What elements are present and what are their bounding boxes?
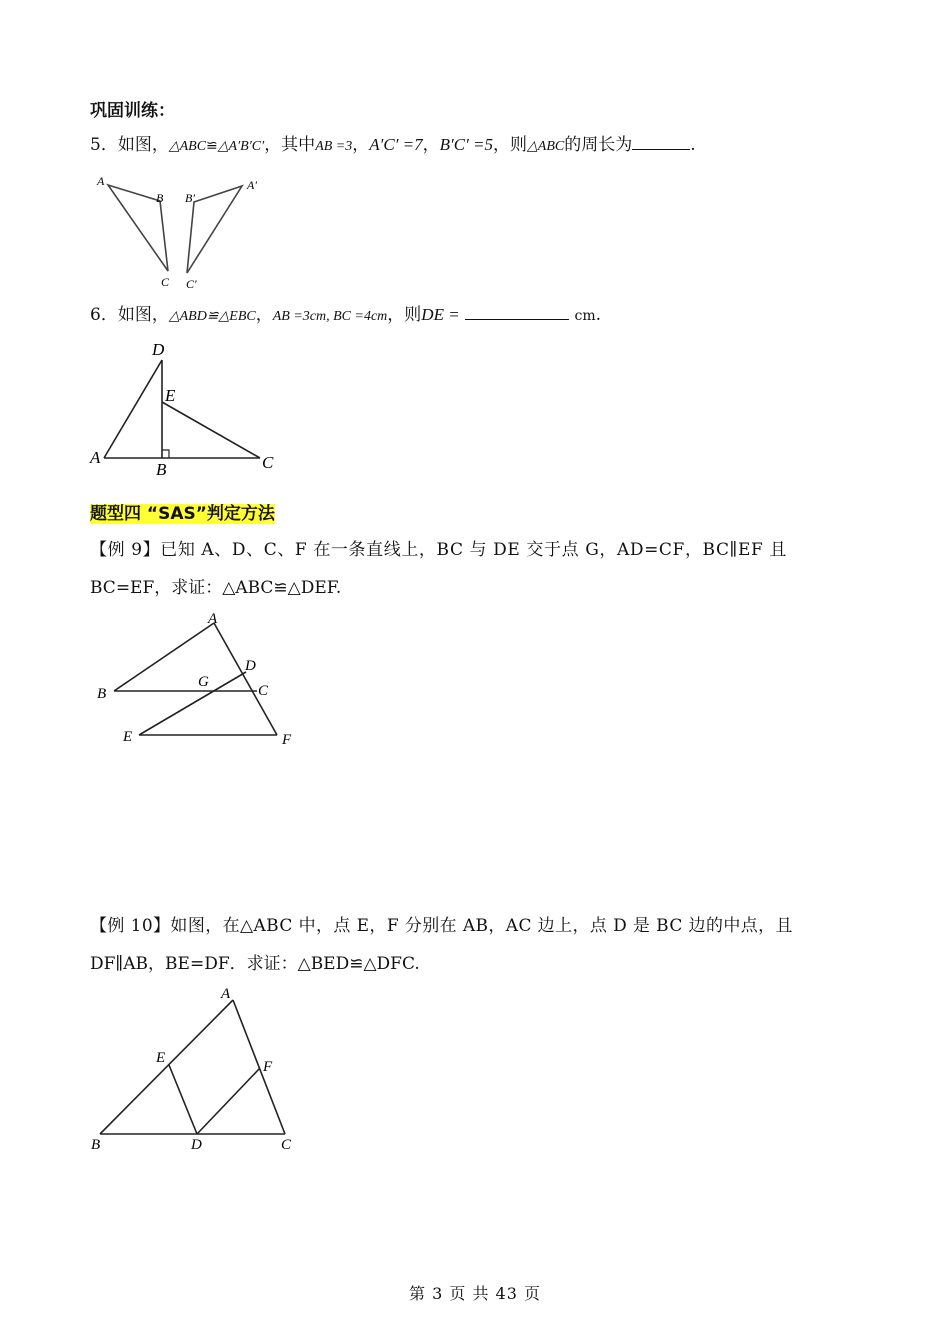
ex9-line2: BC=EF，求证：△ABC≌△DEF. xyxy=(90,578,342,598)
ex10-line1: 【例 10】如图，在△ABC 中，点 E，F 分别在 AB，AC 边上，点 D 是 BC 边的中点，且 xyxy=(90,916,793,936)
ex10-figure xyxy=(88,982,318,1157)
q5-label-c: C xyxy=(161,275,170,289)
q6-sep1: ， xyxy=(255,305,273,325)
q5-figure xyxy=(90,172,280,292)
q6-number: 6． xyxy=(90,305,118,325)
ex10-line-ab xyxy=(100,1000,233,1134)
ex9-label-d: D xyxy=(245,658,256,674)
ex9-line-ed xyxy=(139,672,246,735)
q6-answer-blank xyxy=(465,303,569,320)
q5-label-a-prime: A′ xyxy=(247,178,257,192)
question-5 xyxy=(90,133,696,159)
q5-congruent: ≌ xyxy=(206,138,218,154)
ex10-label-a: A xyxy=(221,986,231,1002)
q6-line-ad xyxy=(104,360,162,458)
q5-answer-blank xyxy=(632,133,690,150)
ex9-figure xyxy=(90,605,310,750)
ex10-label-f: F xyxy=(263,1059,273,1075)
ex9-line1: 【例 9】已知 A、D、C、F 在一条直线上，BC 与 DE 交于点 G，AD=CF，BC∥EF 且 xyxy=(90,540,788,560)
question-6 xyxy=(90,303,601,329)
q5-sep2: ， xyxy=(422,135,440,155)
ex9-label-a: A xyxy=(208,611,218,627)
q5-triangle-abc-prime xyxy=(187,186,242,273)
q6-line-ec xyxy=(162,402,260,458)
page-footer: 第 3 页 共 43 页 xyxy=(409,1284,541,1303)
ex9-label-c: C xyxy=(258,683,269,699)
ex9-label-e: E xyxy=(123,729,133,745)
q6-mid: ，则 xyxy=(387,305,422,325)
q5-label-a: A xyxy=(97,174,105,188)
q6-end: . xyxy=(595,305,602,325)
ex9-label-g: G xyxy=(198,674,209,690)
ex9-label-f: F xyxy=(282,732,292,748)
q5-tri2: △A′B′C′ xyxy=(217,139,265,154)
q5-ab: AB =3 xyxy=(315,139,353,154)
q5-sep1: ， xyxy=(352,135,370,155)
q6-tri: △ABD≌△EBC xyxy=(168,309,256,324)
q5-mid2: ，则 xyxy=(493,135,528,155)
ex9-line-af xyxy=(214,623,277,735)
q6-prefix: 如图， xyxy=(117,305,169,325)
q6-label-d: D xyxy=(152,340,165,359)
q5-mid1: ，其中 xyxy=(264,135,316,155)
q5-tri1: △ABC xyxy=(168,139,207,154)
section-title: 巩固训练： xyxy=(90,101,175,121)
ex10-label-e: E xyxy=(156,1050,166,1066)
ex10-label-d: D xyxy=(191,1137,202,1153)
q6-given: AB =3cm, BC =4cm xyxy=(272,309,388,324)
q6-label-b: B xyxy=(156,460,167,479)
q5-bc: B′C′ =5 xyxy=(439,135,494,154)
ex10-label-b: B xyxy=(91,1137,101,1153)
ex10-line2: DF∥AB，BE=DF．求证：△BED≌△DFC. xyxy=(90,954,420,974)
q6-label-a: A xyxy=(90,448,101,467)
type4-heading-text: 题型四 “SAS”判定方法 xyxy=(90,504,275,524)
q5-number: 5． xyxy=(90,135,118,155)
ex10-line-ed xyxy=(169,1065,197,1134)
ex10-label-c: C xyxy=(281,1137,292,1153)
q6-right-angle-mark xyxy=(162,450,169,458)
q6-unit: cm xyxy=(574,308,596,324)
q6-label-e: E xyxy=(165,386,176,405)
q6-label-c: C xyxy=(262,453,274,472)
q5-tri3: △ABC xyxy=(527,139,565,154)
ex9-label-b: B xyxy=(97,686,107,702)
ex10-line-ac xyxy=(233,1000,285,1134)
q5-ac: A′C′ =7 xyxy=(369,135,423,154)
q5-label-b-prime: B′ xyxy=(185,191,195,205)
q5-label-c-prime: C′ xyxy=(186,277,197,291)
q6-figure xyxy=(90,338,290,483)
q5-suffix: 的周长为 xyxy=(564,135,633,155)
type4-heading xyxy=(90,502,275,526)
q5-label-b: B xyxy=(156,191,164,205)
q5-prefix: 如图， xyxy=(117,135,169,155)
q5-end: . xyxy=(690,135,696,155)
ex10-line-df xyxy=(197,1068,260,1134)
q6-de: DE = xyxy=(421,305,460,324)
